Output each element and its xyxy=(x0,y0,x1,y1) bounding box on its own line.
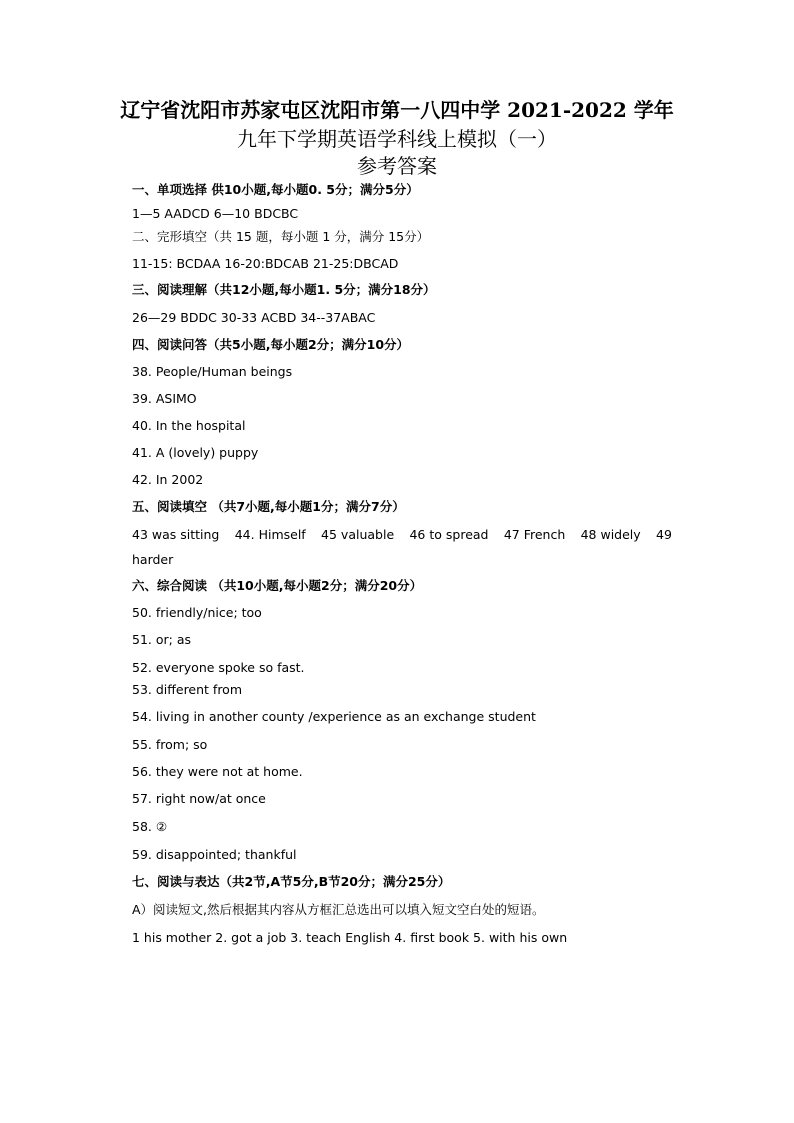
section-3-heading: 三、阅读理解（共12小题,每小题1. 5分；满分18分） xyxy=(132,282,436,297)
answer-47: 47 French xyxy=(503,527,566,542)
answer-51: 51. or; as xyxy=(132,632,191,647)
answer-43: 43 was sitting xyxy=(132,527,220,542)
answer-38: 38. People/Human beings xyxy=(132,364,293,379)
section-7-instruction: A）阅读短文,然后根据其内容从方框汇总选出可以填入短文空白处的短语。 xyxy=(132,902,545,917)
answer-40: 40. In the hospital xyxy=(132,418,246,433)
answer-39: 39. ASIMO xyxy=(132,391,197,406)
answer-56: 56. they were not at home. xyxy=(132,764,303,779)
answer-52: 52. everyone spoke so fast. xyxy=(132,660,305,675)
section-1-heading: 一、单项选择 供10小题,每小题0. 5分；满分5分） xyxy=(132,182,419,197)
answer-46: 46 to spread xyxy=(409,527,489,542)
section-3-answers: 26—29 BDDC 30-33 ACBD 34--37ABAC xyxy=(132,310,376,325)
answer-48: 48 widely xyxy=(580,527,641,542)
section-7-answers: 1 his mother 2. got a job 3. teach English 4. first book 5. with his own xyxy=(132,930,568,945)
answer-41: 41. A (lovely) puppy xyxy=(132,445,259,460)
title-line-2: 九年下学期英语学科线上模拟（一） xyxy=(237,127,557,151)
answer-53: 53. different from xyxy=(132,682,243,697)
title-line-3: 参考答案 xyxy=(357,154,437,178)
section-6-heading: 六、综合阅读 （共10小题,每小题2分；满分20分） xyxy=(132,578,423,593)
answer-45: 45 valuable xyxy=(321,527,395,542)
answer-49: harder xyxy=(132,552,174,567)
section-5-heading: 五、阅读填空 （共7小题,每小题1分；满分7分） xyxy=(132,499,405,514)
section-7-heading: 七、阅读与表达（共2节,A节5分,B节20分；满分25分） xyxy=(132,874,451,889)
section-5-answers xyxy=(132,527,672,543)
answer-44: 44. Himself xyxy=(234,527,306,542)
section-4-heading: 四、阅读问答（共5小题,每小题2分；满分10分） xyxy=(132,337,410,352)
section-2-heading: 二、完形填空（共 15 题，每小题 1 分，满分 15分） xyxy=(132,229,430,244)
answer-57: 57. right now/at once xyxy=(132,791,266,806)
answer-59: 59. disappointed; thankful xyxy=(132,847,297,862)
answer-50: 50. friendly/nice; too xyxy=(132,605,262,620)
answer-55: 55. from; so xyxy=(132,737,208,752)
title-line-1: 辽宁省沈阳市苏家屯区沈阳市第一八四中学 2021-2022 学年 xyxy=(120,98,674,122)
section-1-answers: 1—5 AADCD 6—10 BDCBC xyxy=(132,206,299,221)
answer-54: 54. living in another county /experience as an exchange student xyxy=(132,709,536,724)
section-2-answers: 11-15: BCDAA 16-20:BDCAB 21-25:DBCAD xyxy=(132,256,399,271)
answer-42: 42. In 2002 xyxy=(132,472,204,487)
answer-49-number: 49 xyxy=(656,527,672,542)
answer-58: 58. ② xyxy=(132,819,168,834)
